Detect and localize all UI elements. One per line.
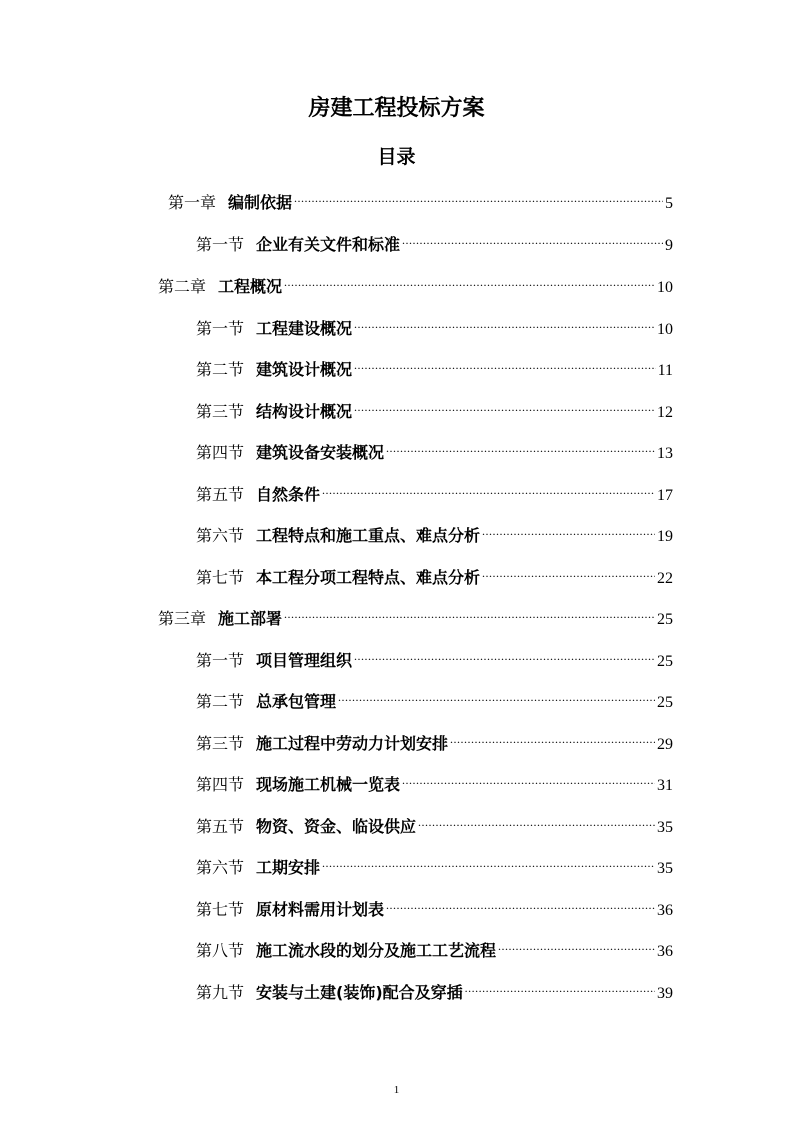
toc-entry-label: 第三节: [196, 402, 245, 421]
toc-entry-page: 25: [657, 653, 673, 670]
toc-entry-section[interactable]: [196, 312, 673, 338]
toc-entry-page: 9: [665, 237, 673, 254]
toc-leader-dots: [386, 436, 655, 458]
toc-entry-label: 第一节: [196, 235, 245, 254]
toc-entry-text: 工期安排: [256, 858, 321, 877]
toc-leader-dots: [284, 270, 655, 292]
toc-entry-label: 第七节: [196, 568, 245, 587]
toc-entry-label: 第四节: [196, 443, 245, 462]
toc-leader-dots: [482, 519, 655, 541]
toc-entry-text: 工程特点和施工重点、难点分析: [256, 526, 481, 545]
toc-entry-section[interactable]: [196, 893, 673, 919]
toc-leader-dots: [402, 228, 663, 250]
toc-entry-label: 第五节: [196, 485, 245, 504]
toc-leader-dots: [294, 186, 663, 208]
toc-leader-dots: [354, 395, 655, 417]
toc-entry-section[interactable]: [196, 810, 673, 836]
toc-entry-label: 第七节: [196, 900, 245, 919]
toc-entry-page: 22: [657, 570, 673, 587]
toc-entry-label: 第二章: [158, 277, 207, 296]
toc-entry-text: 工程概况: [218, 277, 283, 296]
toc-entry-page: 36: [657, 943, 673, 960]
toc-leader-dots: [284, 602, 655, 624]
toc-heading: 目录: [377, 146, 416, 168]
toc-entry-text: 现场施工机械一览表: [256, 775, 401, 794]
toc-entry-label: 第九节: [196, 983, 245, 1002]
toc-leader-dots: [338, 685, 655, 707]
toc-entry-page: 29: [657, 736, 673, 753]
document-title: 房建工程投标方案: [308, 96, 485, 121]
toc-entry-text: 总承包管理: [256, 692, 337, 711]
toc-entry-label: 第八节: [196, 941, 245, 960]
toc-leader-dots: [418, 810, 655, 832]
toc-entry-page: 13: [657, 445, 673, 462]
toc-entry-text: 编制依据: [228, 193, 293, 212]
toc-entry-label: 第四节: [196, 775, 245, 794]
toc-entry-page: 35: [657, 860, 673, 877]
page-number: 1: [393, 1084, 400, 1096]
toc-entry-text: 结构设计概况: [256, 402, 353, 421]
toc-leader-dots: [322, 478, 655, 500]
toc-entry-page: 17: [657, 487, 673, 504]
toc-entry-text: 自然条件: [256, 485, 321, 504]
toc-leader-dots: [354, 644, 655, 666]
toc-entry-section[interactable]: [196, 478, 673, 504]
toc-entry-page: 39: [657, 985, 673, 1002]
toc-entry-text: 建筑设计概况: [256, 360, 353, 379]
toc-entry-chapter-1[interactable]: [168, 186, 673, 212]
toc-entry-text: 企业有关文件和标准: [256, 235, 401, 254]
toc-entry-section[interactable]: [196, 976, 673, 1002]
toc-leader-dots: [450, 727, 655, 749]
toc-entry-label: 第六节: [196, 526, 245, 545]
toc-leader-dots: [498, 934, 655, 956]
toc-entry-label: 第五节: [196, 817, 245, 836]
toc-entry-label: 第一节: [196, 319, 245, 338]
toc-entry-text: 施工流水段的划分及施工工艺流程: [256, 941, 497, 960]
toc-entry-page: 36: [657, 902, 673, 919]
toc-entry-page: 31: [657, 777, 673, 794]
toc-leader-dots: [354, 353, 656, 375]
toc-entry-text: 安装与土建(装饰)配合及穿插: [256, 983, 463, 1002]
toc-entry-section[interactable]: [196, 561, 673, 587]
toc-entry-label: 第二节: [196, 692, 245, 711]
toc-entry-text: 施工过程中劳动力计划安排: [256, 734, 449, 753]
toc-entry-page: 35: [657, 819, 673, 836]
toc-entry-page: 19: [657, 528, 673, 545]
toc-entry-label: 第六节: [196, 858, 245, 877]
toc-leader-dots: [354, 312, 655, 334]
toc-entry-page: 11: [657, 362, 673, 379]
toc-entry-page: 12: [657, 404, 673, 421]
toc-leader-dots: [482, 561, 655, 583]
toc-entry-section[interactable]: [196, 228, 673, 254]
toc-entry-section[interactable]: [196, 851, 673, 877]
toc-entry-page: 25: [657, 694, 673, 711]
toc-entry-section[interactable]: [196, 644, 673, 670]
toc-entry-text: 原材料需用计划表: [256, 900, 385, 919]
toc-entry-text: 建筑设备安装概况: [256, 443, 385, 462]
toc-entry-label: 第三章: [158, 609, 207, 628]
toc-entry-text: 项目管理组织: [256, 651, 353, 670]
toc-entry-label: 第三节: [196, 734, 245, 753]
toc-entry-page: 10: [657, 279, 673, 296]
toc-entry-text: 物资、资金、临设供应: [256, 817, 417, 836]
toc-entry-section[interactable]: [196, 436, 673, 462]
toc-leader-dots: [465, 976, 655, 998]
toc-entry-text: 施工部署: [218, 609, 283, 628]
toc-entry-section[interactable]: [196, 395, 673, 421]
toc-entry-section[interactable]: [196, 353, 673, 379]
toc-entry-label: 第一章: [168, 193, 217, 212]
toc-entry-page: 10: [657, 321, 673, 338]
toc-entry-section[interactable]: [196, 519, 673, 545]
toc-entry-section[interactable]: [196, 768, 673, 794]
toc-leader-dots: [402, 768, 655, 790]
toc-entry-section[interactable]: [196, 934, 673, 960]
toc-entry-label: 第一节: [196, 651, 245, 670]
toc-leader-dots: [322, 851, 655, 873]
toc-entry-page: 25: [657, 611, 673, 628]
toc-entry-section[interactable]: [196, 685, 673, 711]
toc-entry-text: 工程建设概况: [256, 319, 353, 338]
toc-entry-text: 本工程分项工程特点、难点分析: [256, 568, 481, 587]
toc-entry-chapter-3[interactable]: [158, 602, 673, 628]
toc-entry-label: 第二节: [196, 360, 245, 379]
toc-entry-section[interactable]: [196, 727, 673, 753]
toc-entry-page: 5: [665, 195, 673, 212]
toc-entry-chapter-2[interactable]: [158, 270, 673, 296]
toc-leader-dots: [386, 893, 655, 915]
